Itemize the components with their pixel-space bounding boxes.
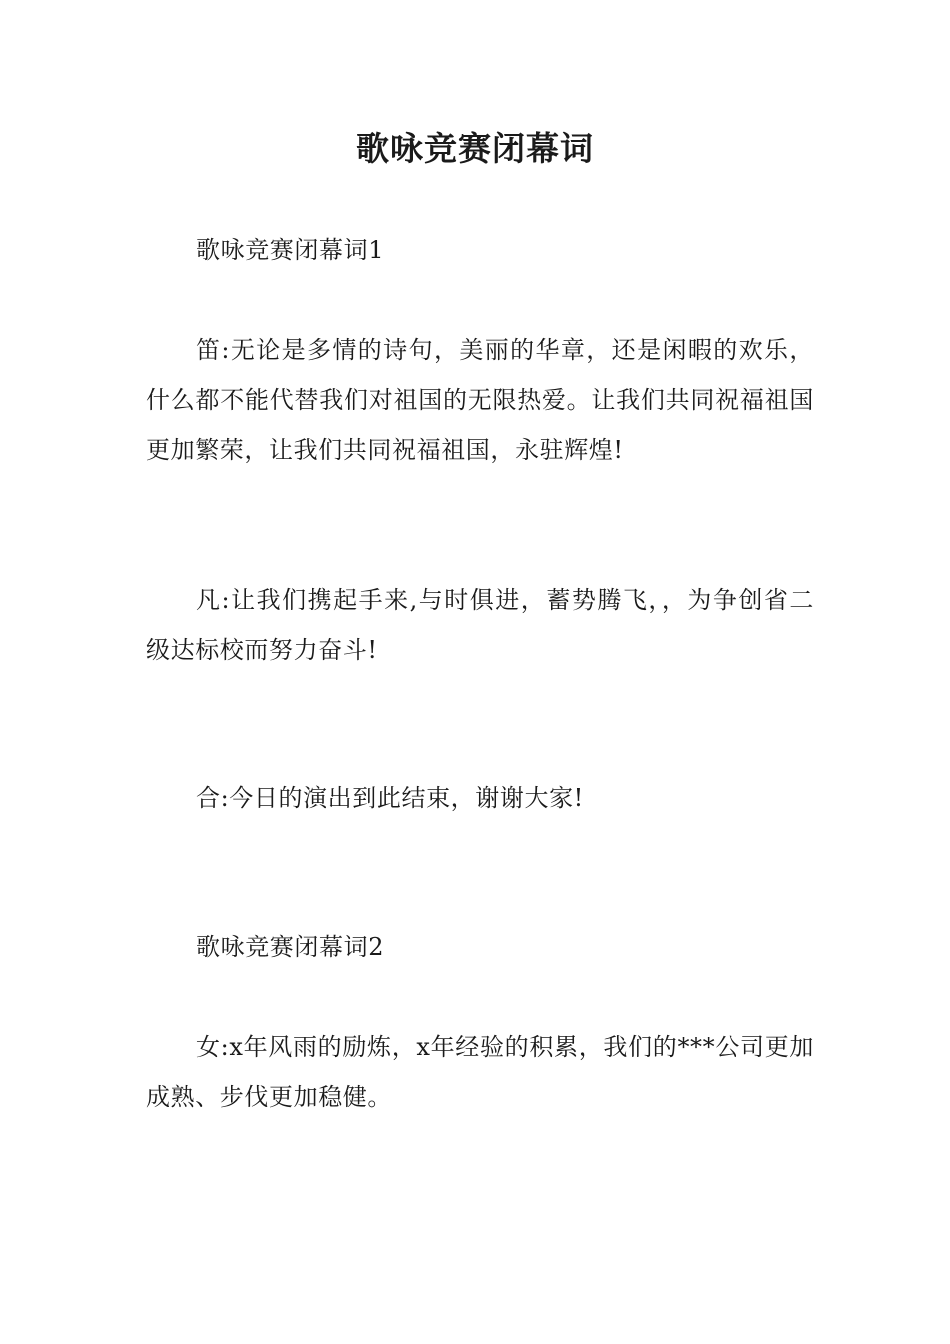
paragraph-flute: 笛:无论是多情的诗句，美丽的华章，还是闲暇的欢乐，什么都不能代替我们对祖国的无限热爱。让我们共同祝福祖国更加繁荣，让我们共同祝福祖国，永驻辉煌!	[146, 336, 814, 464]
document-title: 歌咏竞赛闭幕词	[356, 129, 594, 168]
section-heading-2: 歌咏竞赛闭幕词2	[196, 933, 385, 961]
paragraph-female: 女:x年风雨的励炼，x年经验的积累，我们的***公司更加成熟、步伐更加稳健。	[146, 1033, 814, 1111]
paragraph-fan: 凡:让我们携起手来,与时俱进，蓄势腾飞，，为争创省二级达标校而努力奋斗!	[146, 586, 814, 664]
paragraph-together: 合:今日的演出到此结束，谢谢大家!	[196, 784, 584, 812]
section-heading-1: 歌咏竞赛闭幕词1	[196, 236, 385, 264]
